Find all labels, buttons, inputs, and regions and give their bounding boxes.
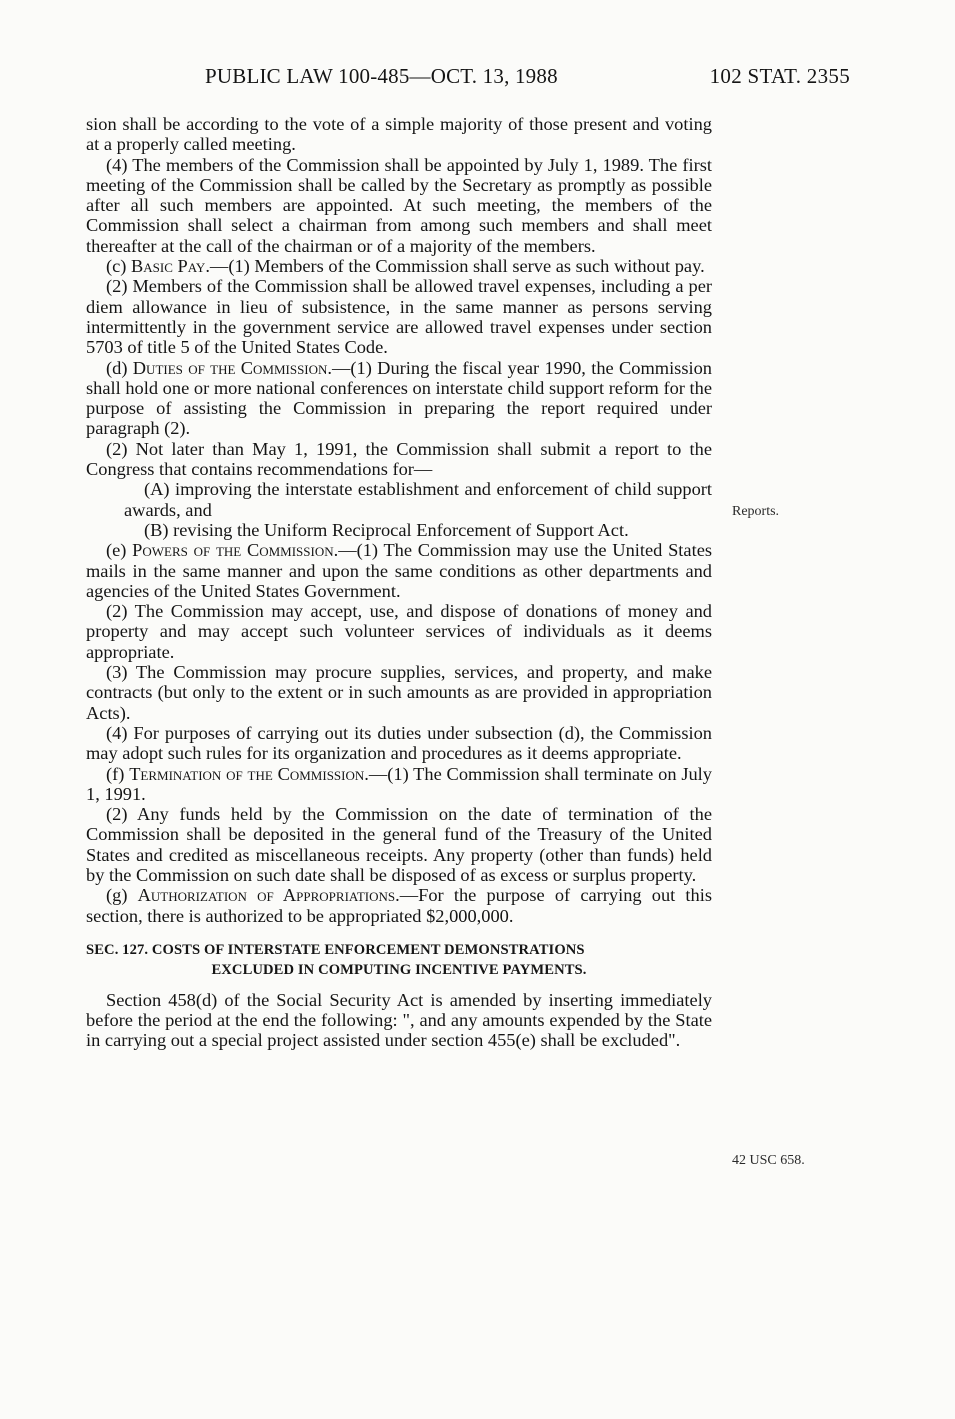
page-body (86, 114, 712, 1051)
subsection-e: (e) Powers of the Commission.—(1) The Commission may use the United States mails in the same manner and upon the same conditions as other departments and agencies of the United States Government. (86, 540, 713, 601)
subsection-d: (d) Duties of the Commission.—(1) During the fiscal year 1990, the Commission shall hold one or more national conferences on interstate child support reform for the purpose of assisting the Commission in preparing the report required under paragraph (2). (86, 357, 712, 439)
paragraph-e3: (3) The Commission may procure supplies, services, and property, and make contracts (but only to the extent or in such amounts as are provided in appropriation Acts). (86, 662, 712, 723)
paragraph-c2: (2) Members of the Commission shall be allowed travel expenses, including a per diem allowance in lieu of subsistence, in the same manner as persons serving intermittently in the government service are allowed travel expenses under section 5703 of title 5 of the United States Code. (86, 276, 712, 358)
subsection-g-heading: Authorization of Appropriations (137, 885, 396, 906)
subsection-e-heading: Powers of the Commission (132, 540, 334, 561)
section-text: Section 458(d) of the Social Security Act is amended by inserting immediately before the period at the end the following: ", and any amounts expended by the State in carrying out a special project assisted under section 455(e) shall be excluded". (86, 989, 712, 1051)
page-header (205, 64, 850, 90)
subsection-c-heading: Basic Pay (131, 256, 206, 277)
statute-page-number: 102 STAT. 2355 (709, 64, 850, 88)
section-heading-line2: EXCLUDED IN COMPUTING INCENTIVE PAYMENTS. (211, 961, 587, 978)
margin-note-usc: 42 USC 658. (732, 1153, 805, 1168)
subsection-f-heading: Termination of the Commission (129, 763, 365, 784)
section-heading-line1: SEC. 127. COSTS OF INTERSTATE ENFORCEMENT DEMONSTRATIONS (86, 941, 585, 958)
paragraph-e4: (4) For purposes of carrying out its duties under subsection (d), the Commission may adopt such rules for its organization and procedures as it deems appropriate. (86, 722, 712, 764)
subsection-c: (c) Basic Pay.—(1) Members of the Commission shall serve as such without pay. (106, 256, 705, 277)
margin-note-reports: Reports. (732, 504, 780, 519)
paragraph-continuation: sion shall be according to the vote of a simple majority of those present and voting at a properly called meeting. (86, 114, 712, 155)
subsection-f: (f) Termination of the Commission.—(1) The Commission shall terminate on July 1, 1991. (86, 763, 712, 804)
paragraph-d2: (2) Not later than May 1, 1991, the Commission shall submit a report to the Congress that contains recommendations for— (86, 438, 712, 480)
subsection-d-heading: Duties of the Commission (132, 357, 328, 378)
paragraph-dB: (B) revising the Uniform Reciprocal Enforcement of Support Act. (144, 519, 629, 540)
paragraph-e2: (2) The Commission may accept, use, and dispose of donations of money and property and may accept such volunteer services of individuals as it deems appropriate. (86, 601, 712, 662)
section-heading (86, 940, 712, 980)
running-title: PUBLIC LAW 100-485—OCT. 13, 1988 (205, 64, 558, 88)
paragraph-b4: (4) The members of the Commission shall be appointed by July 1, 1989. The first meeting of the Commission shall be called by the Secretary as promptly as possible after all such members are appointed. At such meeting, the members of the Commission shall select a chairman from among such members and shall meet thereafter at the call of the chairman or of a majority of the members. (86, 154, 712, 256)
paragraph-dA: (A) improving the interstate establishment and enforcement of child support awards, and (124, 479, 712, 520)
subsection-g: (g) Authorization of Appropriations.—For the purpose of carrying out this section, there is authorized to be appropriated $2,000,000. (86, 885, 713, 926)
paragraph-f2: (2) Any funds held by the Commission on the date of termination of the Commission shall be deposited in the general fund of the Treasury of the United States and credited as miscellaneous receipts. Any property (other than funds) held by the Commission on such date shall be disposed of as excess or surplus property. (86, 804, 712, 885)
